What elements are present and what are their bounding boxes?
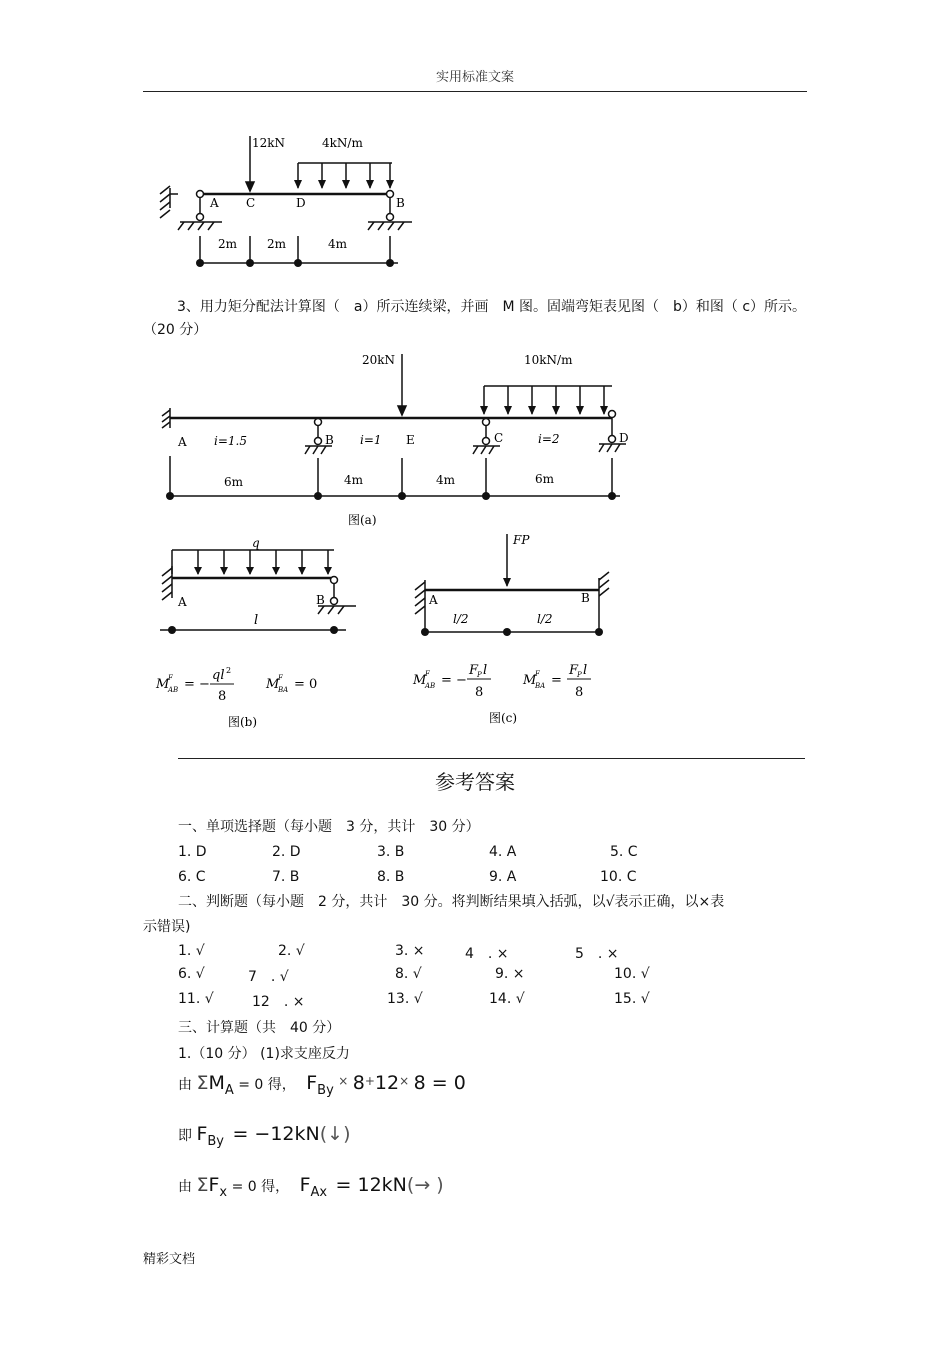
- svg-text:AB: AB: [168, 686, 179, 694]
- svg-text:F: F: [535, 670, 540, 678]
- answer-item: 7. B: [272, 869, 300, 885]
- section2-heading-line1: 二、判断题（每小题 2 分，共计 30 分。将判断结果填入括弧，以√表示正确，以×表: [178, 894, 725, 910]
- svg-text:AB: AB: [425, 682, 436, 690]
- figa-dim-4: 6m: [535, 472, 555, 486]
- answer-item: 12 . ×: [252, 994, 305, 1010]
- figb-q: q: [252, 536, 260, 550]
- svg-text:= −: = −: [441, 673, 467, 688]
- answer-item: 9. ×: [495, 966, 525, 982]
- equation-3: 由 ΣFx = 0 得， FAx = 12kN(→ ): [178, 1174, 444, 1200]
- svg-text:P: P: [477, 671, 482, 679]
- figc-dim-1: l/2: [453, 612, 469, 626]
- fig1-dim-3: 4m: [328, 237, 348, 251]
- figc-label-B: B: [581, 591, 590, 605]
- figa-label-E: E: [406, 433, 415, 447]
- svg-text:BA: BA: [535, 682, 546, 690]
- figb-mab: M: [156, 677, 170, 692]
- svg-text:ql: ql: [212, 668, 225, 683]
- beam-figure-a: [150, 346, 640, 532]
- question-3: 3、用力矩分配法计算图（ a）所示连续梁，并画 M 图。固端弯矩表见图（ b）和图（ c）所示。（20 分）: [143, 299, 807, 338]
- fig1-label-A: A: [210, 196, 219, 210]
- figa-label-D: D: [619, 431, 629, 445]
- answer-title: 参考答案: [435, 770, 515, 794]
- answer-item: 2. D: [272, 844, 301, 860]
- figa-stiffness-3: i=2: [538, 432, 560, 446]
- answer-item: 3. ×: [395, 943, 425, 959]
- svg-text:l: l: [583, 663, 588, 678]
- figb-label-B: B: [316, 593, 325, 607]
- figa-point-load: 20kN: [362, 353, 396, 367]
- svg-text:l: l: [483, 663, 488, 678]
- beam-figure-b: [150, 534, 365, 734]
- figa-dim-1: 6m: [224, 475, 244, 489]
- svg-text:F: F: [168, 674, 173, 682]
- answer-item: 5 . ×: [575, 946, 619, 962]
- svg-text:F: F: [278, 674, 283, 682]
- answer-item: 11. √: [178, 991, 214, 1007]
- figa-label-C: C: [494, 431, 504, 445]
- figa-stiffness-1: i=1.5: [214, 434, 247, 448]
- figb-mba: M: [266, 677, 280, 692]
- answer-item: 4 . ×: [465, 946, 509, 962]
- beam-figure-c: [405, 528, 615, 728]
- figb-label-A: A: [178, 595, 187, 609]
- beam-figure-1: [150, 128, 430, 276]
- figc-mab: M: [413, 673, 427, 688]
- answer-item: 10. √: [614, 966, 650, 982]
- answer-item: 2. √: [278, 943, 305, 959]
- figa-stiffness-2: i=1: [360, 433, 382, 447]
- page-footer: 精彩文档: [143, 1252, 196, 1267]
- svg-text:8: 8: [575, 685, 584, 700]
- fig1-label-C: C: [246, 196, 256, 210]
- figc-label-A: A: [429, 593, 438, 607]
- section3-sub1: 1.（10 分） (1)求支座反力: [178, 1046, 350, 1062]
- fig1-label-B: B: [396, 196, 405, 210]
- svg-text:P: P: [577, 671, 582, 679]
- svg-text:= 0: = 0: [294, 677, 318, 692]
- answer-rule: [178, 758, 805, 759]
- answer-item: 8. B: [377, 869, 405, 885]
- equation-1: 由 ΣMA = 0 得， FBy × 8+12× 8 = 0: [178, 1072, 466, 1098]
- answer-item: 7 . √: [248, 969, 289, 985]
- figa-dim-3: 4m: [436, 473, 456, 487]
- svg-text:8: 8: [218, 689, 227, 704]
- section2-answers: [0, 943, 950, 1013]
- figa-dist-load: 10kN/m: [524, 353, 573, 367]
- answer-item: 15. √: [614, 991, 650, 1007]
- svg-text:F: F: [569, 663, 579, 678]
- fig1-dist-load: 4kN/m: [322, 136, 363, 150]
- section1-answers: [0, 844, 950, 888]
- answer-item: 3. B: [377, 844, 405, 860]
- section3-heading: 三、计算题（共 40 分）: [178, 1020, 341, 1036]
- figa-dim-2: 4m: [344, 473, 364, 487]
- svg-text:BA: BA: [278, 686, 289, 694]
- svg-text:2: 2: [226, 666, 232, 675]
- figb-span: l: [254, 613, 259, 628]
- svg-text:= −: = −: [184, 677, 210, 692]
- figb-caption: 图(b): [228, 715, 258, 729]
- page-header: 实用标准文案: [435, 70, 514, 85]
- header-rule: [143, 91, 807, 92]
- section1-heading: 一、单项选择题（每小题 3 分，共计 30 分）: [178, 819, 480, 835]
- figa-caption: 图(a): [348, 513, 377, 527]
- answer-item: 10. C: [600, 869, 637, 885]
- fig1-dim-1: 2m: [218, 237, 238, 251]
- answer-item: 6. C: [178, 869, 206, 885]
- answer-item: 1. √: [178, 943, 205, 959]
- figc-caption: 图(c): [489, 711, 518, 725]
- figa-label-B: B: [325, 433, 334, 447]
- answer-item: 9. A: [489, 869, 517, 885]
- fig1-dim-2: 2m: [267, 237, 287, 251]
- figc-fp: FP: [513, 533, 530, 547]
- answer-item: 4. A: [489, 844, 517, 860]
- svg-text:F: F: [469, 663, 479, 678]
- answer-item: 8. √: [395, 966, 422, 982]
- figa-label-A: A: [178, 435, 187, 449]
- fig1-label-D: D: [296, 196, 306, 210]
- svg-text:F: F: [425, 670, 430, 678]
- figc-dim-2: l/2: [537, 612, 553, 626]
- equation-2: 即 FBy = −12kN(↓): [178, 1123, 351, 1149]
- answer-item: 14. √: [489, 991, 525, 1007]
- figc-mba: M: [523, 673, 537, 688]
- answer-item: 5. C: [610, 844, 638, 860]
- fig1-point-load: 12kN: [252, 136, 286, 150]
- section2-heading-line2: 示错误): [143, 919, 191, 935]
- answer-item: 6. √: [178, 966, 205, 982]
- svg-text:=: =: [551, 673, 562, 688]
- svg-text:8: 8: [475, 685, 484, 700]
- answer-item: 1. D: [178, 844, 207, 860]
- answer-item: 13. √: [387, 991, 423, 1007]
